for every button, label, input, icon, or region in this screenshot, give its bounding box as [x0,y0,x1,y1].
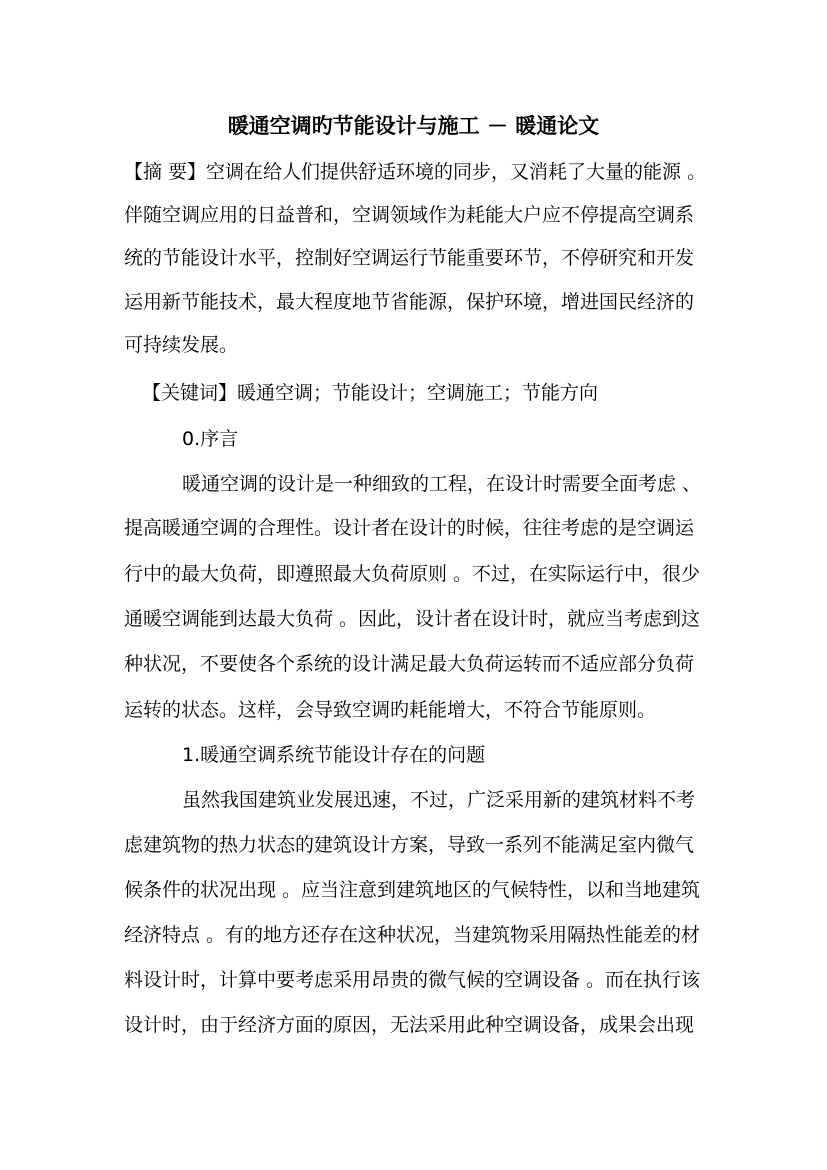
body-line: 通暖空调能到达最大负荷 。因此，设计者在设计时，就应当考虑到这 [124,608,701,630]
body-line: 经济特点 。有的地方还存在这种状况，当建筑物采用隔热性能差的材 [124,924,701,946]
document-title: 暖通空调旳节能设计与施工 － 暖通论文 [227,113,600,138]
body-line: 暖通空调的设计是一种细致的工程，在设计时需要全面考虑 、 [182,473,702,495]
keywords-line: 【关键词】暖通空调；节能设计；空调施工；节能方向 [142,382,599,404]
body-line: 种状况，不要使各个系统的设计满足最大负荷运转而不适应部分负荷 [124,653,695,675]
abstract-line-2: 伴随空调应用的日益普和，空调领域作为耗能大户应不停提高空调系 [124,204,695,226]
body-line: 料设计时，计算中要考虑采用昂贵的微气候的空调设备 。而在执行该 [124,969,701,991]
body-line: 提高暖通空调的合理性。设计者在设计的时候，往往考虑的是空调运 [124,517,695,539]
abstract-line-4: 运用新节能技术，最大程度地节省能源，保护环境，增进国民经济的 [124,291,695,313]
abstract-line-1: 【摘 要】空调在给人们提供舒适环境的同步，又消耗了大量的能源 。 [124,161,707,183]
abstract-line-3: 统的节能设计水平，控制好空调运行节能重要环节，不停研究和开发 [124,247,695,269]
body-line: 候条件的状况出现 。应当注意到建筑地区的气候特性，以和当地建筑 [124,879,701,901]
body-line: 设计时，由于经济方面的原因，无法采用此种空调设备，成果会出现 [124,1014,695,1036]
body-line: 虑建筑物的热力状态的建筑设计方案，导致一系列不能满足室内微气 [124,834,695,856]
body-line: 虽然我国建筑业发展迅速，不过，广泛采用新的建筑材料不考 [182,789,696,811]
section-heading-preface: 0.序言 [182,428,239,450]
section-heading-problems: 1.暖通空调系统节能设计存在的问题 [182,744,486,766]
body-line: 运转的状态。这样，会导致空调旳耗能增大，不符合节能原则。 [124,699,657,721]
body-line: 行中的最大负荷，即遵照最大负荷原则 。不过，在实际运行中，很少 [124,563,701,585]
abstract-line-5: 可持续发展。 [124,334,239,356]
